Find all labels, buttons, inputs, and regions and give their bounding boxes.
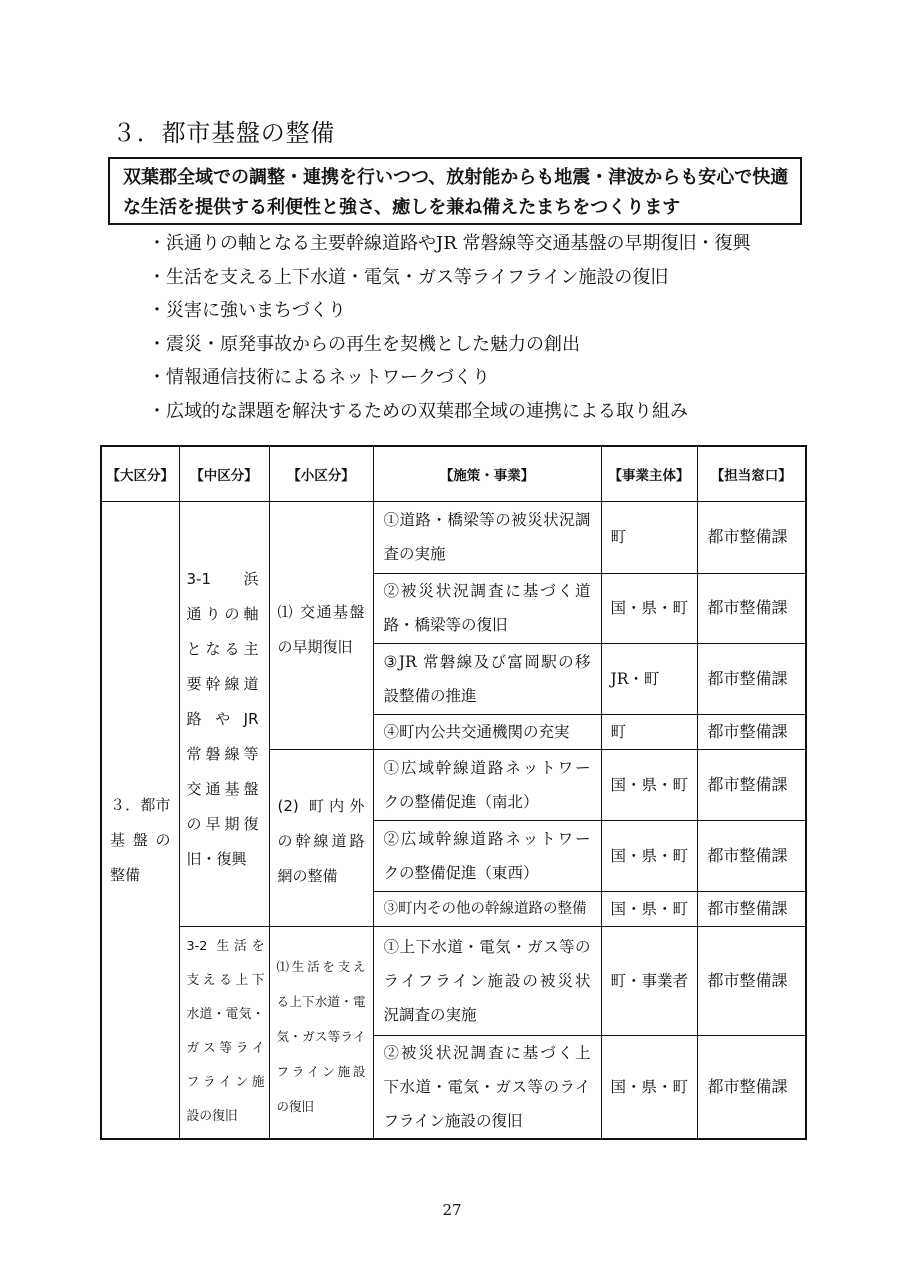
header-major-category: 【大区分】 — [101, 446, 179, 501]
bullet-item: ・震災・原発事故からの再生を契機とした魅力の創出 — [148, 333, 580, 355]
implementing-body-cell: 町・事業者 — [601, 926, 697, 1035]
middle-category-line: の早期復 — [186, 815, 259, 833]
middle-category-line: 交通基盤 — [186, 780, 259, 798]
minor-category-line: 網の整備 — [277, 867, 338, 885]
measure-cell — [373, 643, 601, 714]
goal-line: 双葉郡全域での調整・連携を行いつつ、放射能からも地震・津波からも安心で快適 — [123, 167, 789, 188]
measure-line: 査の実施 — [383, 545, 446, 563]
measure-line: 況調査の実施 — [383, 1005, 477, 1024]
header-middle-category: 【中区分】 — [179, 446, 269, 501]
measure-line: ②被災状況調査に基づく道 — [383, 582, 591, 600]
measure-cell — [373, 891, 601, 926]
contact-office-cell: 都市整備課 — [697, 501, 806, 573]
major-category-line: 基盤の — [110, 831, 171, 849]
page-heading: ３．都市基盤の整備 — [112, 119, 336, 147]
measure-line: ①広域幹線道路ネットワー — [383, 758, 591, 777]
minor-category-cell — [269, 749, 373, 926]
minor-category-line: る上下水道・電 — [276, 993, 366, 1009]
bullet-item: ・広域的な課題を解決するための双葉郡全域の連携による取り組み — [148, 400, 688, 422]
minor-category-cell — [269, 501, 373, 749]
contact-office-cell: 都市整備課 — [697, 820, 806, 891]
middle-category-line: 路やJR — [186, 710, 259, 728]
middle-category-line: 3-2 生活を — [186, 939, 265, 954]
implementing-body-cell: 国・県・町 — [601, 891, 697, 926]
implementing-body-cell: 町 — [601, 501, 697, 573]
goal-box — [108, 157, 802, 225]
contact-office-cell: 都市整備課 — [697, 891, 806, 926]
bullet-item: ・情報通信技術によるネットワークづくり — [148, 367, 490, 388]
middle-category-line: 旧・復興 — [186, 850, 247, 868]
table-row — [101, 501, 806, 573]
contact-office-cell: 都市整備課 — [697, 749, 806, 820]
middle-category-line: フライン施 — [186, 1075, 265, 1090]
measure-line: クの整備促進（南北） — [383, 792, 539, 811]
minor-category-line: ⑴生活を支え — [276, 958, 366, 974]
measure-line: 路・橋梁等の復旧 — [383, 616, 508, 634]
contact-office-cell: 都市整備課 — [697, 1035, 806, 1139]
implementing-body-cell: JR・町 — [601, 643, 697, 714]
middle-category-line: 通りの軸 — [186, 605, 259, 623]
measure-line: ③JR 常磐線及び富岡駅の移 — [383, 652, 591, 671]
minor-category-line: ⑴ 交通基盤 — [277, 603, 365, 621]
middle-category-cell — [179, 501, 269, 926]
middle-category-cell — [179, 926, 269, 1139]
bullet-item: ・災害に強いまちづくり — [148, 300, 346, 321]
table-header-row — [101, 446, 806, 501]
minor-category-line: の早期復旧 — [277, 638, 353, 656]
measure-line: ①上下水道・電気・ガス等の — [383, 937, 591, 956]
measure-line: ②広域幹線道路ネットワー — [383, 829, 591, 848]
major-category-line: 整備 — [110, 866, 141, 884]
major-category-line: ３．都市 — [110, 796, 171, 814]
bullet-list — [148, 227, 751, 428]
middle-category-line: 水道・電気・ — [186, 1007, 265, 1022]
contact-office-cell: 都市整備課 — [697, 643, 806, 714]
measure-line: ①道路・橋梁等の被災状況調 — [383, 511, 591, 529]
measure-line: 下水道・電気・ガス等のライ — [383, 1077, 591, 1096]
header-implementing-body: 【事業主体】 — [601, 446, 697, 501]
measure-line: クの整備促進（東西） — [383, 863, 539, 882]
middle-category-line: 支える上下 — [186, 973, 265, 988]
measure-cell — [373, 820, 601, 891]
bullet-item: ・生活を支える上下水道・電気・ガス等ライフライン施設の復旧 — [148, 266, 669, 288]
measure-cell — [373, 714, 601, 749]
minor-category-cell — [269, 926, 373, 1139]
measure-line: ③町内その他の幹線道路の整備 — [383, 900, 587, 917]
measure-cell — [373, 926, 601, 1035]
minor-category-line: の幹線道路 — [277, 832, 365, 850]
goal-line: な生活を提供する利便性と強さ、癒しを兼ね備えたまちをつくります — [123, 197, 681, 218]
measure-line: ライフライン施設の被災状 — [383, 971, 591, 990]
minor-category-line: (2) 町内外 — [277, 797, 365, 815]
middle-category-line: となる主 — [186, 640, 259, 658]
implementing-body-cell: 国・県・町 — [601, 1035, 697, 1139]
table-row — [101, 926, 806, 1035]
middle-category-line: ガス等ライ — [186, 1041, 265, 1056]
page-number: 27 — [442, 1201, 462, 1219]
middle-category-line: 設の復旧 — [186, 1109, 238, 1124]
middle-category-line: 3-1 浜 — [186, 570, 259, 588]
contact-office-cell: 都市整備課 — [697, 926, 806, 1035]
contact-office-cell: 都市整備課 — [697, 573, 806, 643]
measure-cell — [373, 1035, 601, 1139]
header-minor-category: 【小区分】 — [269, 446, 373, 501]
initiatives-table — [100, 445, 807, 1140]
measure-cell — [373, 501, 601, 573]
minor-category-line: の復旧 — [276, 1098, 315, 1114]
implementing-body-cell: 国・県・町 — [601, 749, 697, 820]
measure-cell — [373, 749, 601, 820]
header-contact-office: 【担当窓口】 — [697, 446, 806, 501]
implementing-body-cell: 国・県・町 — [601, 820, 697, 891]
header-measures: 【施策・事業】 — [373, 446, 601, 501]
measure-line: 設整備の推進 — [383, 686, 477, 705]
measure-line: ②被災状況調査に基づく上 — [383, 1043, 591, 1062]
implementing-body-cell: 国・県・町 — [601, 573, 697, 643]
bullet-item: ・浜通りの軸となる主要幹線道路やJR 常磐線等交通基盤の早期復旧・復興 — [148, 233, 751, 254]
contact-office-cell: 都市整備課 — [697, 714, 806, 749]
measure-line: ④町内公共交通機関の充実 — [383, 722, 570, 741]
middle-category-line: 常磐線等 — [186, 745, 259, 763]
minor-category-line: フライン施設 — [276, 1063, 366, 1079]
major-category-cell — [101, 501, 179, 1139]
measure-cell — [373, 573, 601, 643]
measure-line: フライン施設の復旧 — [383, 1111, 523, 1130]
middle-category-line: 要幹線道 — [186, 675, 259, 693]
minor-category-line: 気・ガス等ライ — [276, 1028, 366, 1044]
implementing-body-cell: 町 — [601, 714, 697, 749]
